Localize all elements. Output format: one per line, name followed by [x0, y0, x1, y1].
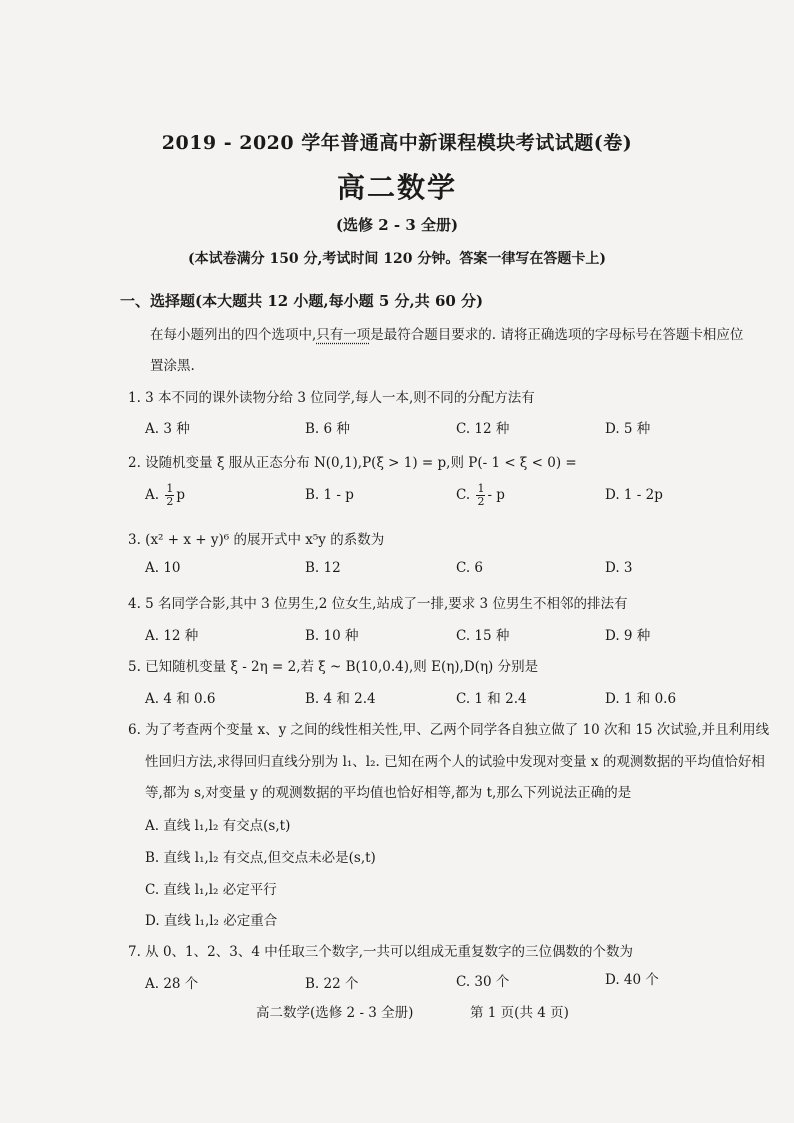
q3-option-d: D. 3 — [605, 560, 633, 576]
q5-option-c: C. 1 和 2.4 — [456, 691, 527, 707]
module-subtitle: (选修 2 - 3 全册) — [335, 216, 459, 234]
q5-option-a: A. 4 和 0.6 — [145, 691, 216, 707]
q2-option-a: A. $\frac{1}{2}$ p — [145, 482, 185, 508]
q2-option-b: B. 1 - p — [305, 487, 354, 503]
q2-option-d: D. 1 - 2p — [605, 487, 663, 503]
emphasis-text: 只有一项 — [316, 327, 371, 343]
q6-option-b: B. 直线 l₁,l₂ 有交点,但交点未必是(s,t) — [145, 850, 376, 866]
q7-option-d: D. 40 个 — [605, 972, 659, 988]
q1-option-c: C. 12 种 — [456, 421, 510, 437]
question-4-stem: 4. 5 名同学合影,其中 3 位男生,2 位女生,站成了一排,要求 3 位男生不相邻的排法有 — [128, 596, 628, 612]
q1-option-a: A. 3 种 — [145, 421, 190, 437]
q7-option-b: B. 22 个 — [305, 976, 359, 992]
question-2-stem: 2. 设随机变量 ξ 服从正态分布 N(0,1),P(ξ > 1) = p,则 P(- 1 < ξ < 0) = — [128, 455, 577, 471]
q3-option-b: B. 12 — [305, 560, 341, 576]
footer-page-number: 第 1 页(共 4 页) — [470, 1005, 569, 1021]
section-intro: 在每小题列出的四个选项中,只有一项是最符合题目要求的. 请将正确选项的字母标号在答题卡相应位 — [150, 327, 744, 343]
question-1-stem: 1. 3 本不同的课外读物分给 3 位同学,每人一本,则不同的分配方法有 — [128, 390, 535, 406]
footer-course: 高二数学(选修 2 - 3 全册) — [256, 1005, 414, 1021]
q4-option-d: D. 9 种 — [605, 628, 651, 644]
q7-option-c: C. 30 个 — [456, 974, 510, 990]
subject-title: 高二数学 — [336, 171, 457, 204]
question-5-stem: 5. 已知随机变量 ξ - 2η = 2,若 ξ ~ B(10,0.4),则 E(η),D(η) 分别是 — [128, 659, 539, 675]
q2-option-c: C. $\frac{1}{2}$ - p — [456, 482, 505, 508]
q5-option-d: D. 1 和 0.6 — [605, 691, 677, 707]
q6-option-a: A. 直线 l₁,l₂ 有交点(s,t) — [145, 818, 291, 834]
q3-option-a: A. 10 — [145, 560, 181, 576]
q6-option-c: C. 直线 l₁,l₂ 必定平行 — [145, 882, 277, 898]
exam-title: 2019 - 2020 学年普通高中新课程模块考试试题(卷) — [161, 132, 633, 154]
section-heading: 一、选择题(本大题共 12 小题,每小题 5 分,共 60 分) — [120, 292, 484, 310]
section-intro-cont: 置涂黑. — [150, 358, 195, 374]
q3-option-c: C. 6 — [456, 560, 484, 576]
q1-option-d: D. 5 种 — [605, 421, 651, 437]
question-6-stem-line-3: 等,都为 s,对变量 y 的观测数据的平均值也恰好相等,都为 t,那么下列说法正确的是 — [145, 785, 632, 801]
exam-instructions: (本试卷满分 150 分,考试时间 120 分钟。答案一律写在答题卡上) — [187, 251, 607, 267]
q7-option-a: A. 28 个 — [145, 976, 199, 992]
fraction: $\frac{1}{2}$ — [477, 482, 485, 508]
question-3-stem: 3. (x² + x + y)⁶ 的展开式中 x⁵y 的系数为 — [128, 532, 385, 548]
q4-option-b: B. 10 种 — [305, 628, 359, 644]
question-6-stem-line-1: 6. 为了考查两个变量 x、y 之间的线性相关性,甲、乙两个同学各自独立做了 10 次和 15 次试验,并且利用线 — [128, 722, 770, 738]
q5-option-b: B. 4 和 2.4 — [305, 691, 376, 707]
q6-option-d: D. 直线 l₁,l₂ 必定重合 — [145, 913, 278, 929]
q1-option-b: B. 6 种 — [305, 421, 350, 437]
question-7-stem: 7. 从 0、1、2、3、4 中任取三个数字,一共可以组成无重复数字的三位偶数的个数为 — [128, 944, 633, 960]
question-6-stem-line-2: 性回归方法,求得回归直线分别为 l₁、l₂. 已知在两个人的试验中发现对变量 x 的观测数据的平均值恰好相 — [145, 754, 765, 770]
q4-option-a: A. 12 种 — [145, 628, 199, 644]
q4-option-c: C. 15 种 — [456, 628, 510, 644]
fraction: $\frac{1}{2}$ — [166, 482, 174, 508]
